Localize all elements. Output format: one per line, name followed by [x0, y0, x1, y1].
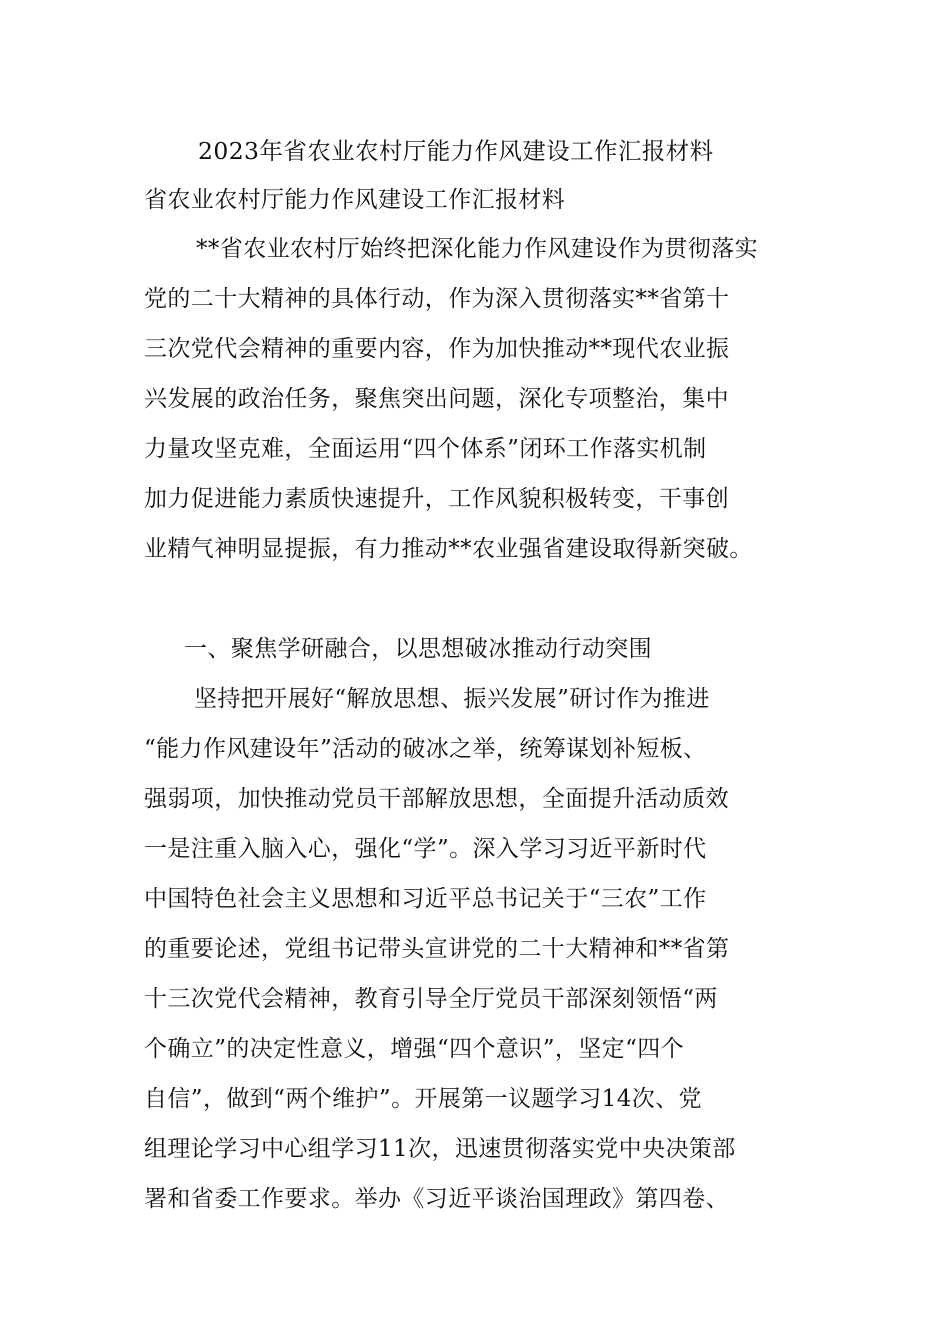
body-line: 中国特色社会主义思想和习近平总书记关于“三农”工作 — [144, 886, 707, 912]
document-title: 2023年省农业农村厅能力作风建设工作汇报材料 — [198, 137, 714, 165]
intro-line: 业精气神明显提振，有力推动**农业强省建设取得新突破。 — [144, 536, 753, 562]
body-line: 自信”，做到“两个维护”。开展第一议题学习14次、党 — [144, 1086, 702, 1112]
intro-line: 加力促进能力素质快速提升，工作风貌积极转变，干事创 — [144, 486, 729, 512]
intro-line: 兴发展的政治任务，聚焦突出问题，深化专项整治，集中 — [144, 386, 729, 412]
body-line: 组理论学习中心组学习11次，迅速贯彻落实党中央决策部 — [144, 1136, 736, 1162]
body-line: 十三次党代会精神，教育引导全厅党员干部深刻领悟“两 — [144, 986, 718, 1012]
body-line: 个确立”的决定性意义，增强“四个意识”，坚定“四个 — [144, 1036, 685, 1062]
body-line: 署和省委工作要求。举办《习近平谈治国理政》第四卷、 — [144, 1186, 729, 1212]
body-line: 的重要论述，党组书记带头宣讲党的二十大精神和**省第 — [144, 936, 730, 962]
intro-line: 党的二十大精神的具体行动，作为深入贯彻落实**省第十 — [144, 286, 730, 312]
body-line: 坚持把开展好“解放思想、振兴发展”研讨作为推进 — [194, 686, 710, 712]
intro-line: 三次党代会精神的重要内容，作为加快推动**现代农业振 — [144, 336, 730, 362]
intro-line: 力量攻坚克难，全面运用“四个体系”闭环工作落实机制 — [144, 436, 707, 462]
document-subtitle: 省农业农村厅能力作风建设工作汇报材料 — [144, 187, 566, 213]
section-heading: 一、聚焦学研融合，以思想破冰推动行动突围 — [184, 636, 652, 662]
body-line: 强弱项，加快推动党员干部解放思想，全面提升活动质效 — [144, 786, 729, 812]
intro-line: **省农业农村厅始终把深化能力作风建设作为贯彻落实 — [196, 236, 758, 262]
body-line: 一是注重入脑入心，强化“学”。深入学习习近平新时代 — [144, 836, 707, 862]
body-line: “能力作风建设年”活动的破冰之举，统筹谋划补短板、 — [144, 736, 707, 762]
